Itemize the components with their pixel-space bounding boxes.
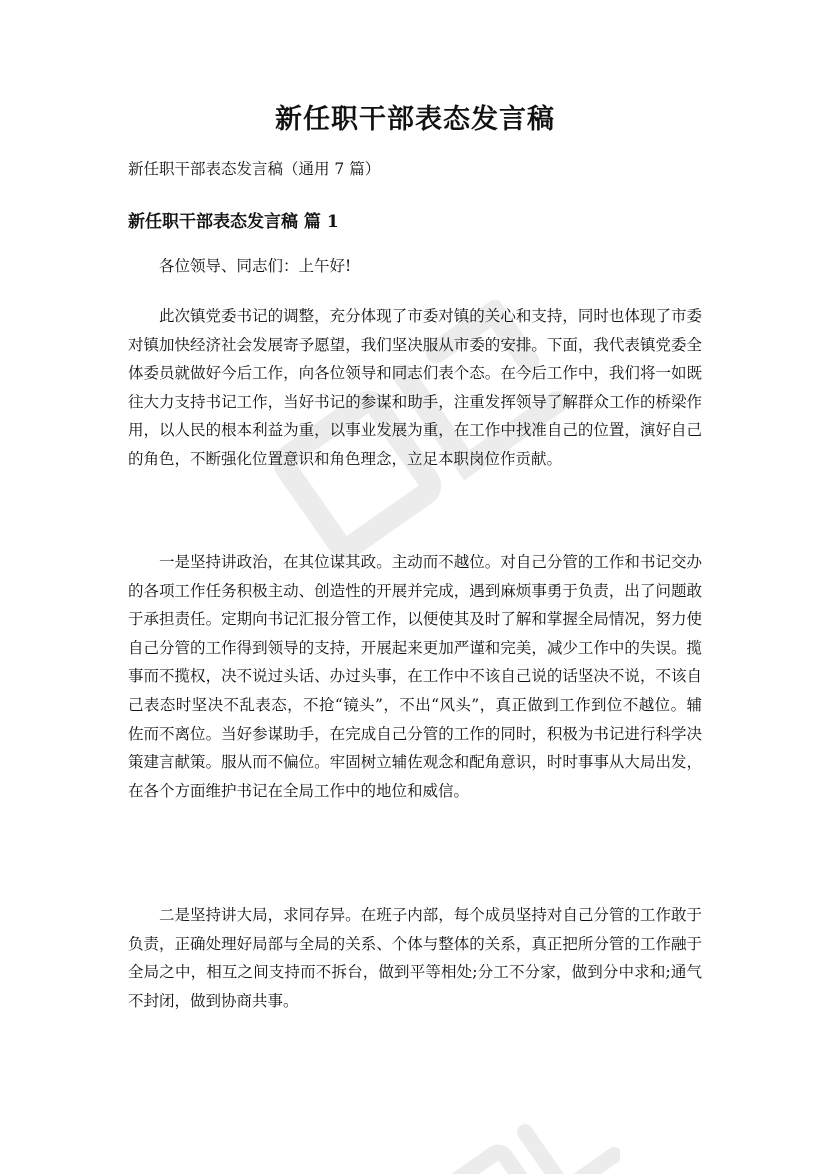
point-two-paragraph: 二是坚持讲大局，求同存异。在班子内部，每个成员坚持对自己分管的工作敢于负责，正确处理好局部与全局的关系、个体与整体的关系，真正把所分管的工作融于全局之中，相互之间支持而不拆台，做到平等相处;分工不分家，做到分中求和;通气不封闭，做到协商共事。 — [128, 906, 702, 1010]
document-subtitle: 新任职干部表态发言稿（通用 7 篇） — [128, 160, 381, 178]
document-title: 新任职干部表态发言稿 — [275, 104, 555, 135]
watermark-logo-bottom — [420, 1100, 620, 1174]
intro-paragraph: 此次镇党委书记的调整，充分体现了市委对镇的关心和支持，同时也体现了市委对镇加快经济社会发展寄予愿望，我们坚决服从市委的安排。下面，我代表镇党委全体委员就做好今后工作，向各位领导和同志们表个态。在今后工作中，我们将一如既往大力支持书记工作，当好书记的参谋和助手，注重发挥领导了解群众工作的桥梁作用，以人民的根本利益为重，以事业发展为重，在工作中找准自己的位置，演好自己的角色，不断强化位置意识和角色理念，立足本职岗位作贡献。 — [128, 307, 702, 468]
section-heading: 新任职干部表态发言稿 篇 1 — [128, 212, 339, 232]
point-one-paragraph: 一是坚持讲政治，在其位谋其政。主动而不越位。对自己分管的工作和书记交办的各项工作任务积极主动、创造性的开展并完成，遇到麻烦事勇于负责，出了问题敢于承担责任。定期向书记汇报分管工作，以便使其及时了解和掌握全局情况，努力使自己分管的工作得到领导的支持，开展起来更加严谨和完美，减少工作中的失误。揽事而不揽权，决不说过头话、办过头事，在工作中不该自己说的话坚决不说，不该自己表态时坚决不乱表态，不抢“镜头”，不出“风头”，真正做到工作到位不越位。辅佐而不离位。当好参谋助手，在完成自己分管的工作的同时，积极为书记进行科学决策建言献策。服从而不偏位。牢固树立辅佐观念和配角意识，时时事事从大局出发，在各个方面维护书记在全局工作中的地位和威信。 — [128, 553, 702, 800]
greeting-paragraph: 各位领导、同志们：上午好! — [159, 257, 352, 275]
